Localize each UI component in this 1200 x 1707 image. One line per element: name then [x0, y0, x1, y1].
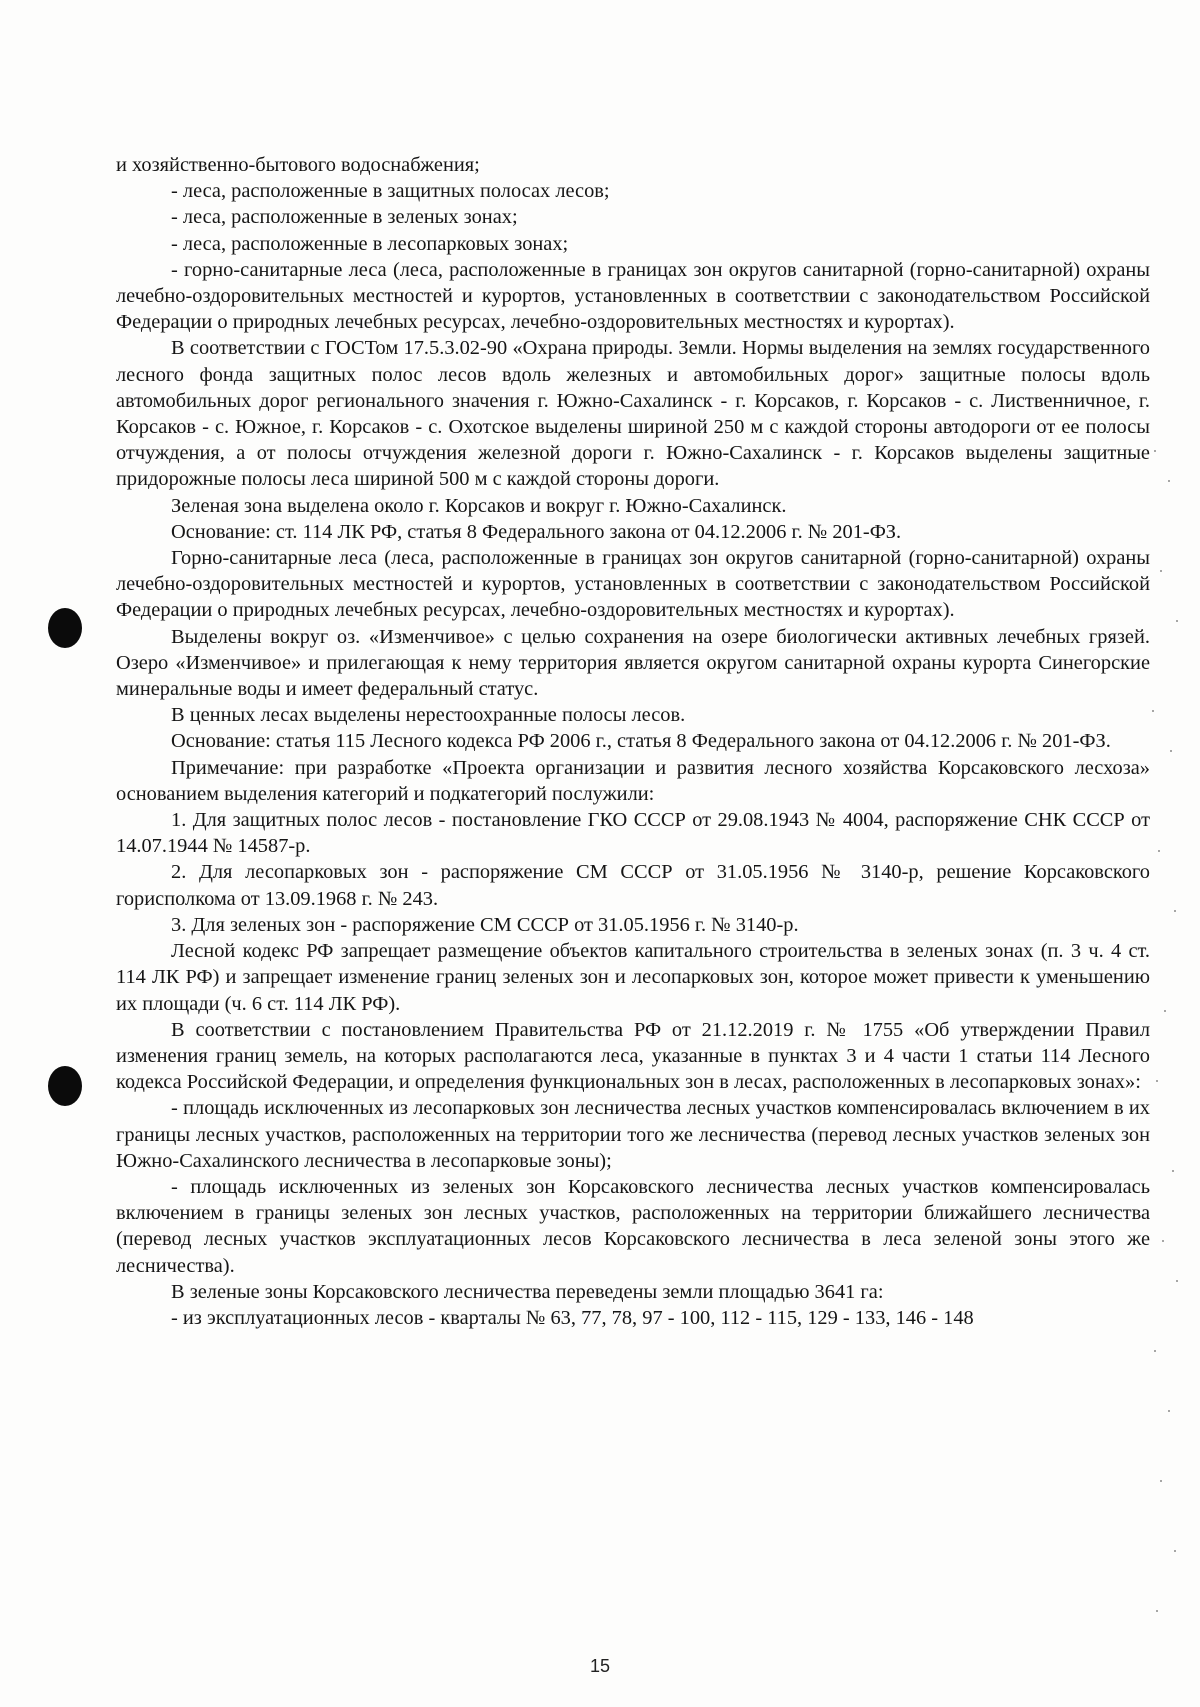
scan-speck	[1154, 1350, 1156, 1352]
paragraph: В ценных лесах выделены нерестоохранные полосы лесов.	[171, 704, 686, 727]
list-item: - горно-санитарные леса (леса, расположенные в границах зон округов санитарной (горно-санитарной) охраны лечебно-оздоровительных местностей и курортов, установленных в соответствии с законодательством Российской Федерации о природных лечебных ресурсах, лечебно-оздоровительных местностях и курортах).	[116, 258, 1150, 334]
scan-speck	[1170, 750, 1172, 752]
scan-speck	[1160, 570, 1162, 572]
list-item: - леса, расположенные в зеленых зонах;	[171, 206, 518, 229]
paragraph: и хозяйственно-бытового водоснабжения;	[116, 154, 480, 176]
scan-speck	[1176, 1280, 1178, 1282]
scan-speck	[1156, 1080, 1158, 1082]
scan-speck	[1152, 710, 1154, 712]
paragraph: В зеленые зоны Корсаковского лесничества переведены земли площадью 3641 га:	[171, 1280, 884, 1303]
scan-artifacts	[1146, 150, 1186, 1650]
paragraph: Основание: ст. 114 ЛК РФ, статья 8 Федерального закона от 04.12.2006 г. № 201-ФЗ.	[171, 520, 902, 543]
scan-speck	[1168, 1410, 1170, 1412]
scan-speck	[1156, 1610, 1158, 1612]
page-number: 15	[589, 1656, 611, 1676]
punch-hole	[48, 608, 82, 648]
scan-speck	[1174, 910, 1176, 912]
list-item: - леса, расположенные в лесопарковых зонах;	[171, 232, 569, 255]
list-item: - из эксплуатационных лесов - кварталы № 63, 77, 78, 97 - 100, 112 - 115, 129 - 133, 146 - 148	[171, 1306, 974, 1329]
list-item: 3. Для зеленых зон - распоряжение СМ СССР от 31.05.1956 г. № 3140-р.	[171, 913, 799, 936]
scan-speck	[1158, 850, 1160, 852]
paragraph: Выделены вокруг оз. «Изменчивое» с целью сохранения на озере биологически активных лечебных грязей. Озеро «Изменчивое» и прилегающая к нему территория является округом санитарной охраны курорта Синегорские минеральные воды и имеет федеральный статус.	[116, 625, 1150, 701]
list-item: - леса, расположенные в защитных полосах лесов;	[171, 180, 610, 203]
scan-speck	[1168, 480, 1170, 482]
paragraph: Основание: статья 115 Лесного кодекса РФ 2006 г., статья 8 Федерального закона от 04.12.2006 г. № 201-ФЗ.	[171, 730, 1111, 753]
paragraph: Примечание: при разработке «Проекта организации и развития лесного хозяйства Корсаковского лесхоза» основанием выделения категорий и подкатегорий послужили:	[116, 756, 1150, 805]
list-item: 1. Для защитных полос лесов - постановление ГКО СССР от 29.08.1943 № 4004, распоряжение СНК СССР от 14.07.1944 № 14587-р.	[116, 809, 1150, 858]
scan-speck	[1160, 1480, 1162, 1482]
paragraph: В соответствии с постановлением Правительства РФ от 21.12.2019 г. № 1755 «Об утверждении Правил изменения границ земель, на которых располагаются леса, указанные в пунктах 3 и 4 части 1 статьи 114 Лесного кодекса Российской Федерации, и определения функциональных зон в лесах, расположенных в лесопарковых зонах»:	[116, 1018, 1150, 1094]
list-item: 2. Для лесопарковых зон - распоряжение СМ СССР от 31.05.1956 № 3140-р, решение Корсаковского горисполкома от 13.09.1968 г. № 243.	[116, 861, 1150, 910]
list-item: - площадь исключенных из лесопарковых зон лесничества лесных участков компенсировалась включением в их границы лесных участков, расположенных на территории того же лесничества (перевод лесных участков зеленых зон Южно-Сахалинского лесничества в лесопарковые зоны);	[116, 1097, 1150, 1172]
scan-speck	[1162, 1240, 1164, 1242]
paragraph: Лесной кодекс РФ запрещает размещение объектов капитального строительства в зеленых зонах (п. 3 ч. 4 ст. 114 ЛК РФ) и запрещает изменение границ зеленых зон и лесопарковых зон, которое может привести к уменьшению их площади (ч. 6 ст. 114 ЛК РФ).	[116, 940, 1150, 1015]
list-item: - площадь исключенных из зеленых зон Корсаковского лесничества лесных участков компенсировалась включением в границы зеленых зон лесных участков, расположенных на территории ближайшего лесничества (перевод лесных участков эксплуатационных лесов Корсаковского лесничества в леса зеленой зоны этого же лесничества).	[116, 1175, 1150, 1277]
scan-speck	[1172, 1170, 1174, 1172]
scan-speck	[1154, 450, 1156, 452]
punch-hole	[48, 1066, 82, 1106]
paragraph: Зеленая зона выделена около г. Корсаков и вокруг г. Южно-Сахалинск.	[171, 494, 787, 517]
scan-speck	[1176, 620, 1178, 622]
scan-speck	[1164, 1010, 1166, 1012]
document-body	[116, 152, 1150, 1331]
scan-speck	[1174, 1550, 1176, 1552]
paragraph: Горно-санитарные леса (леса, расположенные в границах зон округов санитарной (горно-санитарной) охраны лечебно-оздоровительных местностей и курортов, установленных в соответствии с законодательством Российской Федерации о природных лечебных ресурсах, лечебно-оздоровительных местностях и курортах).	[116, 547, 1150, 622]
paragraph: В соответствии с ГОСТом 17.5.3.02-90 «Охрана природы. Земли. Нормы выделения на землях государственного лесного фонда защитных полос лесов вдоль железных и автомобильных дорог» защитные полосы вдоль автомобильных дорог регионального значения г. Южно-Сахалинск - г. Корсаков, г. Корсаков - с. Лиственничное, г. Корсаков - с. Южное, г. Корсаков - с. Охотское выделены шириной 250 м с каждой стороны автодороги от ее полосы отчуждения, а от полосы отчуждения железной дороги г. Южно-Сахалинск - г. Корсаков выделены защитные придорожные полосы леса шириной 500 м с каждой стороны дороги.	[116, 337, 1150, 491]
